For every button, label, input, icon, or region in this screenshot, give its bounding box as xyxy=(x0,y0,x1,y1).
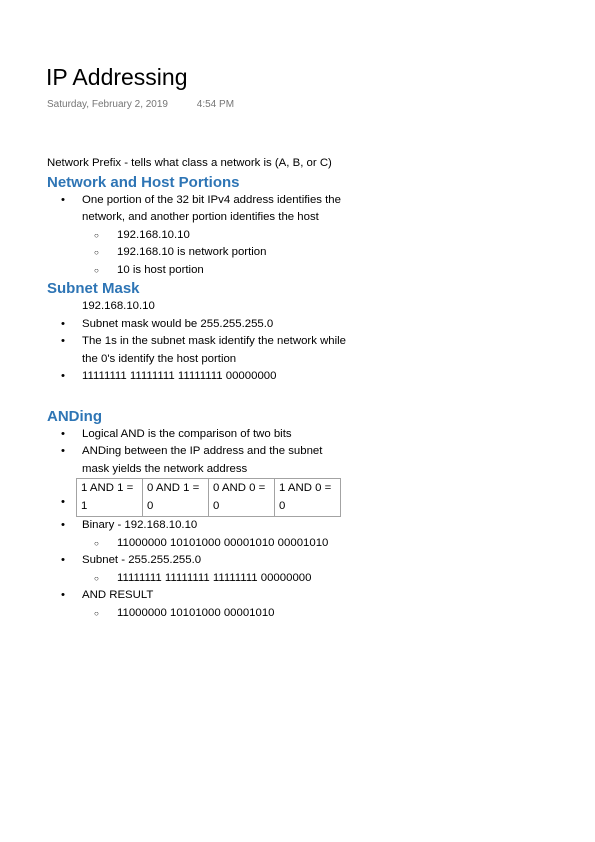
table-cell: 1 AND 0 = 0 xyxy=(275,479,341,517)
sub-list xyxy=(82,605,352,623)
and-truth-table xyxy=(76,478,341,517)
anding-list xyxy=(47,426,352,623)
page-timestamp xyxy=(47,99,234,110)
page-date: Saturday, February 2, 2019 xyxy=(47,99,168,110)
intro-text: Network Prefix - tells what class a network is (A, B, or C) xyxy=(47,157,332,169)
heading-subnet-mask: Subnet Mask xyxy=(47,280,140,297)
heading-anding: ANDing xyxy=(47,407,102,425)
subnet-list xyxy=(47,316,352,386)
list-item: ○ 11111111 11111111 11111111 00000000 xyxy=(82,570,352,588)
list-item: • Subnet mask would be 255.255.255.0 xyxy=(47,316,352,334)
sub-list xyxy=(82,570,352,588)
sub-list xyxy=(82,535,352,553)
list-item: • The 1s in the subnet mask identify the network while the 0's identify the host portion xyxy=(47,333,352,368)
list-item: • Logical AND is the comparison of two bits xyxy=(47,426,352,444)
table-cell: 0 AND 0 = 0 xyxy=(209,479,275,517)
network-host-list xyxy=(47,192,352,280)
table-row xyxy=(77,479,341,517)
list-item: ○ 10 is host portion xyxy=(82,262,352,280)
table-cell: 0 AND 1 = 0 xyxy=(143,479,209,517)
list-item: • Binary - 192.168.10.10 ○ 11000000 10101000 00001010 00001010 xyxy=(47,517,352,552)
sub-list xyxy=(82,227,352,280)
list-item: • Subnet - 255.255.255.0 ○ 11111111 11111111 11111111 00000000 xyxy=(47,552,352,587)
page-time: 4:54 PM xyxy=(196,99,235,110)
table-cell: • 1 AND 1 = 1 xyxy=(77,479,143,517)
page-title: IP Addressing xyxy=(46,64,188,90)
subnet-ip-text: 192.168.10.10 xyxy=(82,300,155,312)
list-item: • 11111111 11111111 11111111 00000000 xyxy=(47,368,352,386)
heading-network-host: Network and Host Portions xyxy=(47,173,240,191)
list-item: ○ 11000000 10101000 00001010 00001010 xyxy=(82,535,352,553)
list-item: • ANDing between the IP address and the subnet mask yields the network address xyxy=(47,443,352,478)
list-item: • AND RESULT ○ 11000000 10101000 00001010 xyxy=(47,587,352,622)
list-item: ○ 11000000 10101000 00001010 xyxy=(82,605,352,623)
list-item: ○ 192.168.10.10 xyxy=(82,227,352,245)
list-item-table xyxy=(47,478,352,517)
list-item: ○ 192.168.10 is network portion xyxy=(82,244,352,262)
note-content[interactable] xyxy=(47,155,352,710)
list-item: • One portion of the 32 bit IPv4 address identifies the network, and another portion identifies the host ○ 192.168.10.10 ○ 192.168.10 is network portion ○ 10 is host portion xyxy=(47,192,352,280)
